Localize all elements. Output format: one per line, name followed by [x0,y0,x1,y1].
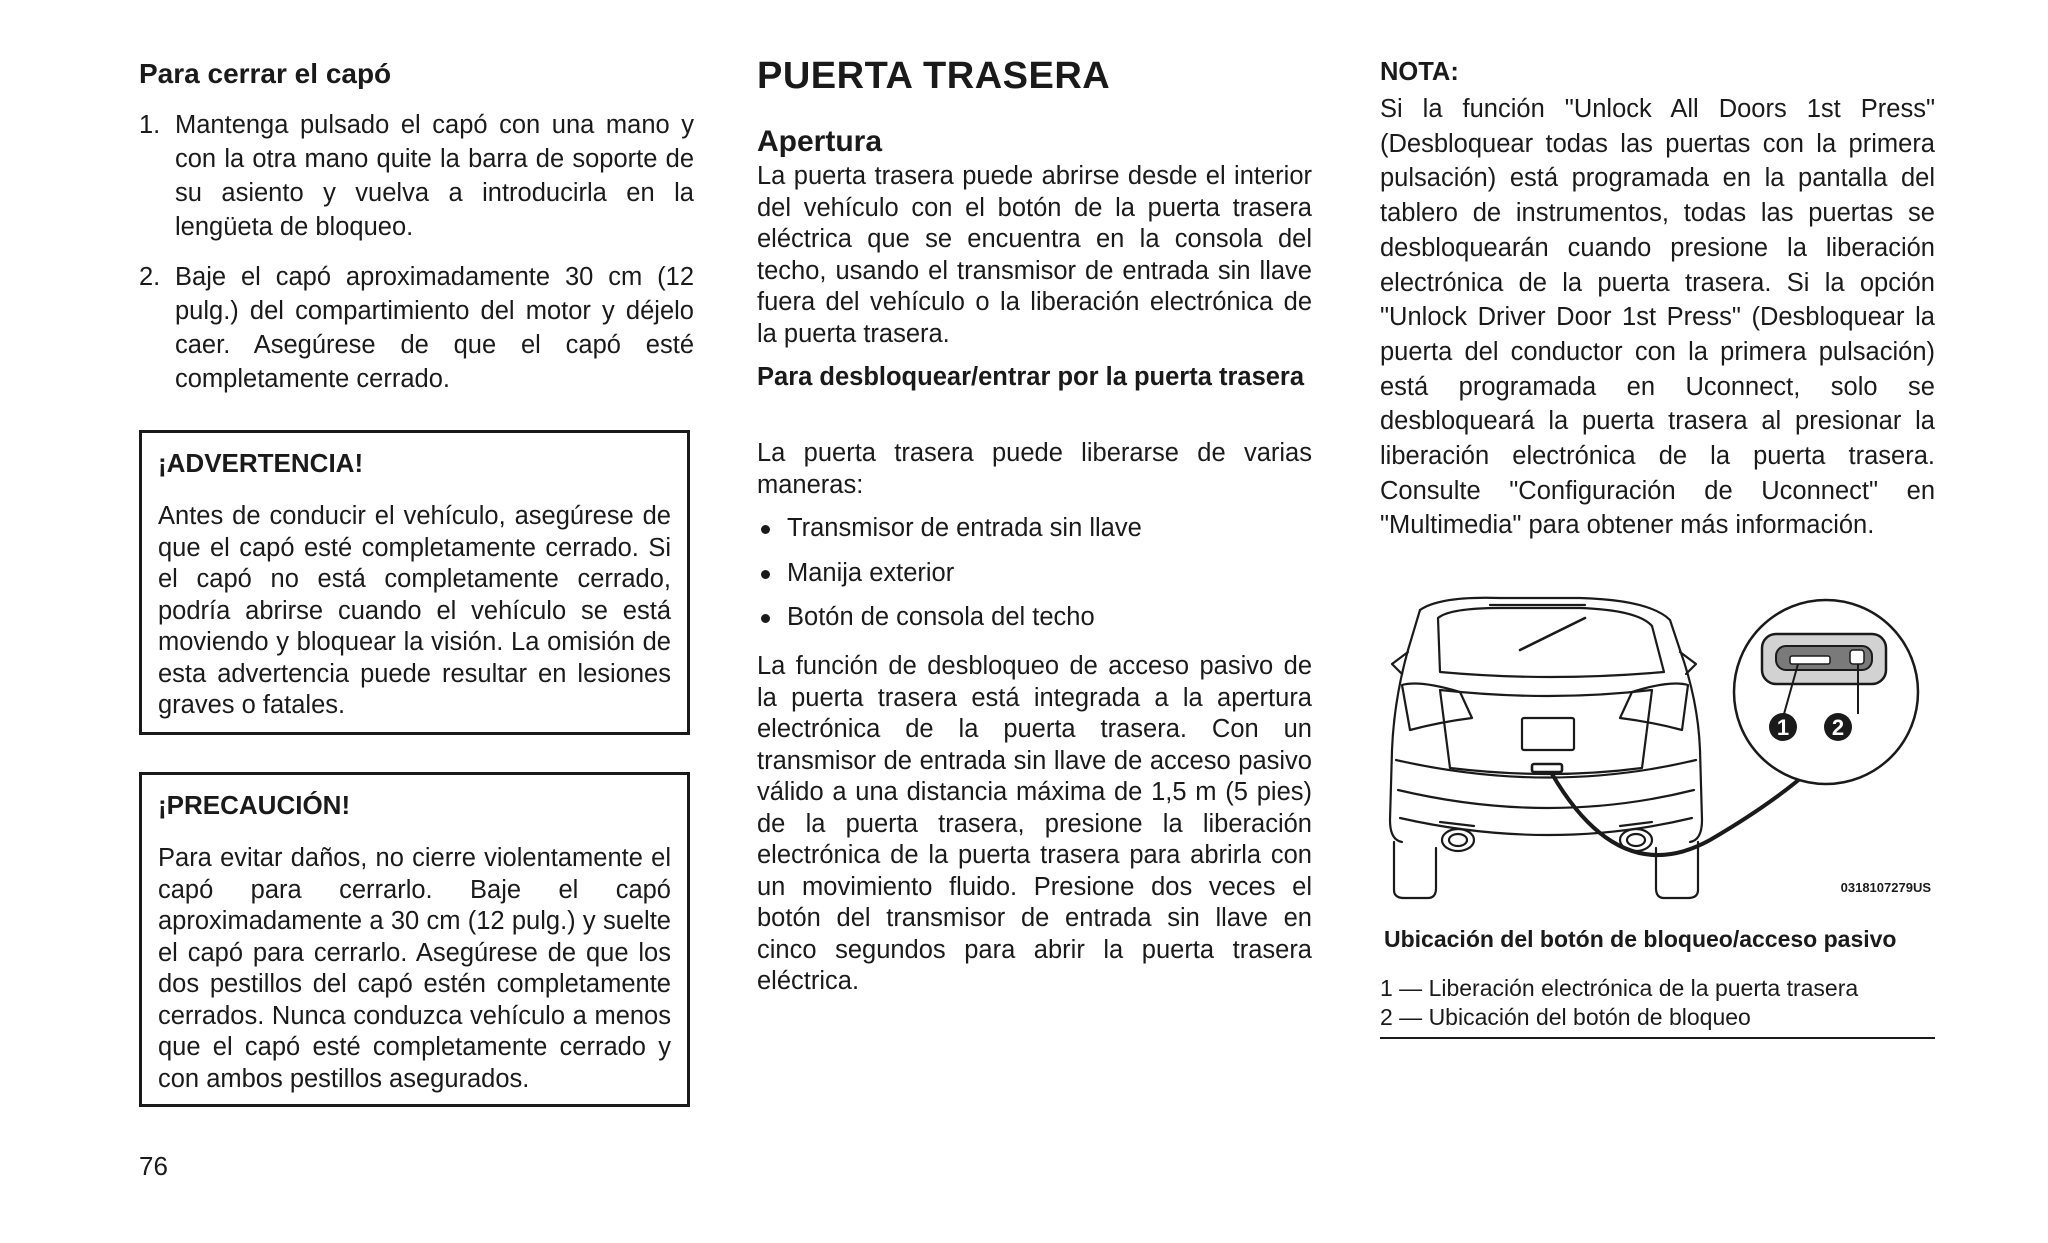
caution-text: Para evitar daños, no cierre violentamente el capó para cerrarlo. Baje el capó aproximadamente a 30 cm (12 pulg.) y suelte el capó para cerrarlo. Asegúrese de que los dos pestillos del capó estén completamente cerrados. Nunca conduzca vehículo a menos que el capó esté completamente cerrado y con ambos pestillos asegurados. [158,844,671,1093]
page-number: 76 [139,1151,168,1181]
figure-caption: Ubicación del botón de bloqueo/acceso pasivo [1384,926,1897,952]
legend-item: 2 — Ubicación del botón de bloqueo [1380,1004,1751,1030]
section-heading-opening: Apertura [757,125,883,158]
bullet-icon [761,570,770,579]
release-ways-list [757,513,1312,647]
close-hood-steps [139,108,694,412]
list-item: Manija exterior [757,558,1312,590]
section-heading-close-hood: Para cerrar el capó [139,58,392,89]
list-item: Transmisor de entrada sin llave [757,513,1312,545]
legend-divider [1380,1037,1935,1039]
callout-2: 2 [1831,715,1845,740]
list-item: Botón de consola del techo [757,602,1312,634]
caution-title: ¡PRECAUCIÓN! [158,790,351,820]
tailgate-figure [1380,590,1935,910]
bullet-icon [761,614,770,623]
warning-title: ¡ADVERTENCIA! [158,448,364,478]
bullet-icon [761,525,770,534]
tailgate-intro-paragraph: La puerta trasera puede abrirse desde el interior del vehículo con el botón de la puerta trasera eléctrica que se encuentra en la consola del techo, usando el transmisor de entrada sin llave fuera del vehículo o la liberación electrónica de la puerta trasera. [757,162,1312,348]
note-title: NOTA: [1380,58,1459,86]
figure-legend [1380,974,1858,1032]
step-item [139,260,694,396]
warning-box [139,430,690,735]
step-number: 2. [139,263,161,291]
warning-text: Antes de conducir el vehículo, asegúrese de que el capó esté completamente cerrado. Si el capó no está completamente cerrado, podría abrirse cuando el vehículo se está moviendo y bloquear la visión. La omisión de esta advertencia puede resultar en lesiones graves o fatales. [158,502,671,719]
callout-1: 1 [1776,715,1790,740]
unlock-subheading: Para desbloquear/entrar por la puerta trasera [757,363,1305,391]
step-text: Baje el capó aproximadamente 30 cm (12 pulg.) del compartimiento del motor y déjelo caer. Asegúrese de que el capó esté completamente cerrado. [175,263,694,393]
step-item [139,108,694,244]
step-number: 1. [139,111,161,139]
passive-entry-paragraph: La función de desbloqueo de acceso pasivo de la puerta trasera está integrada a la apertura electrónica de la puerta trasera. Con un transmisor de entrada sin llave de acceso pasivo válido a una distancia máxima de 1,5 m (5 pies) de la puerta trasera, presione la liberación electrónica de la puerta trasera para abrirla con un movimiento fluido. Presione dos veces el botón del transmisor de entrada sin llave en cinco segundos para abrir la puerta trasera eléctrica. [757,652,1312,995]
vehicle-rear-illustration [1380,590,1935,910]
page-title: PUERTA TRASERA [757,55,1111,97]
figure-code: 0318107279US [1840,880,1931,895]
legend-item: 1 — Liberación electrónica de la puerta trasera [1380,975,1859,1001]
release-ways-intro: La puerta trasera puede liberarse de varias maneras: [757,439,1312,499]
caution-box [139,772,690,1107]
step-text: Mantenga pulsado el capó con una mano y con la otra mano quite la barra de soporte de su asiento y vuelva a introducirla en la lengüeta de bloqueo. [175,111,694,241]
note-text: Si la función "Unlock All Doors 1st Press" (Desbloquear todas las puertas con la primera pulsación) está programada en la pantalla del tablero de instrumentos, todas las puertas se desbloquearán cuando presione la liberación electrónica de la puerta trasera. Si la opción "Unlock Driver Door 1st Press" (Desbloquear la puerta del conductor con la primera pulsación) está programada en Uconnect, solo se desbloqueará la puerta trasera al presionar la liberación electrónica de la puerta trasera. Consulte "Configuración de Uconnect" en "Multimedia" para obtener más información. [1380,95,1935,540]
